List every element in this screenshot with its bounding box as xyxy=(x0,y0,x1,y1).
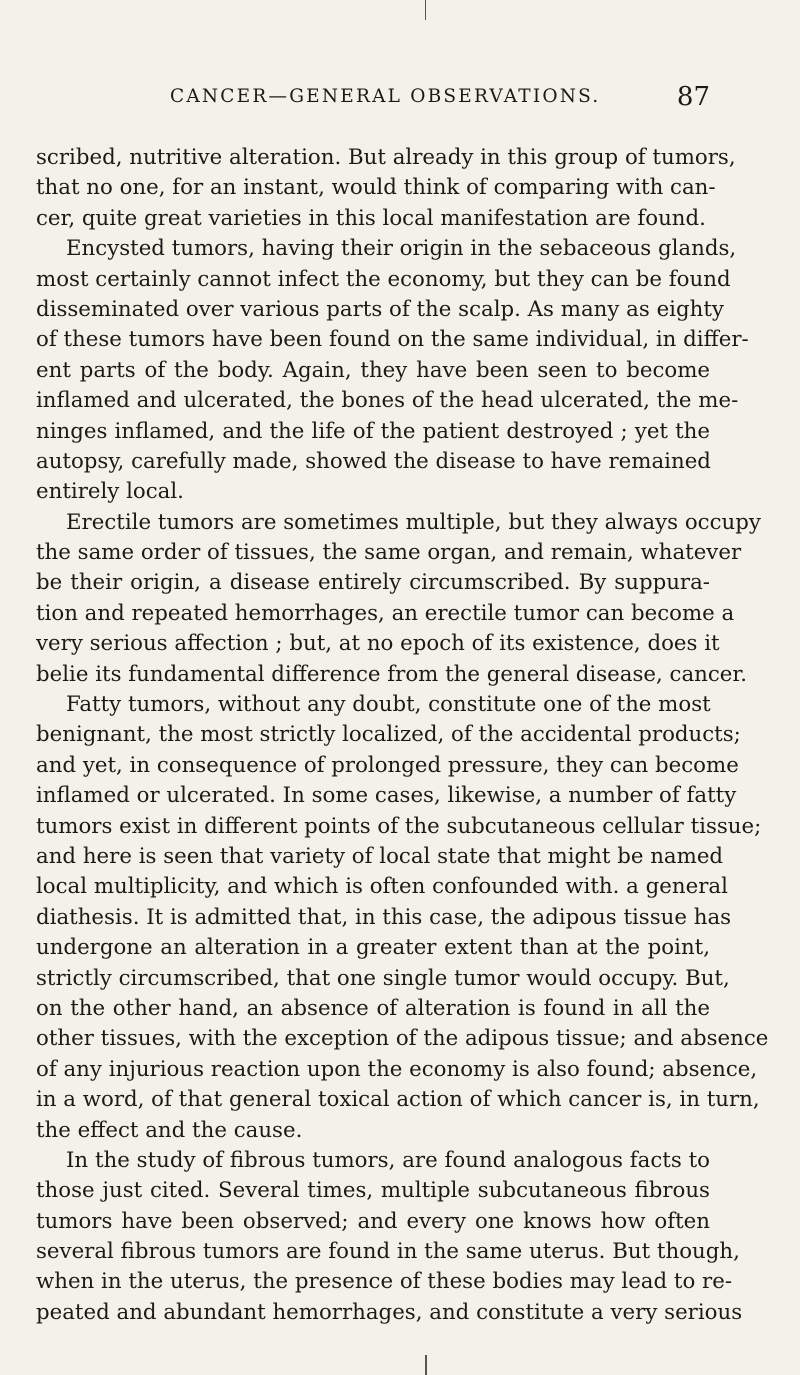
text-line: and here is seen that variety of local state that might be named xyxy=(36,843,724,869)
text-line: of these tumors have been found on the same individual, in differ- xyxy=(36,327,749,353)
scan-edge-mark-top xyxy=(425,0,426,20)
text-line: several fibrous tumors are found in the same uterus. But though, xyxy=(36,1239,740,1265)
text-line: the effect and the cause. xyxy=(36,1117,303,1143)
text-line: other tissues, with the exception of the adipous tissue; and absence xyxy=(36,1026,769,1052)
text-line: Encysted tumors, having their origin in the sebaceous glands, xyxy=(66,236,737,262)
text-line: inflamed or ulcerated. In some cases, likewise, a number of fatty xyxy=(36,783,737,809)
text-line: In the study of fibrous tumors, are found analogous facts to xyxy=(66,1147,710,1173)
text-line: cer, quite great varieties in this local manifestation are found. xyxy=(36,205,706,231)
text-line: of any injurious reaction upon the economy is also found; absence, xyxy=(36,1056,758,1082)
text-line: inflamed and ulcerated, the bones of the head ulcerated, the me- xyxy=(36,388,739,414)
text-line: those just cited. Several times, multiple subcutaneous fibrous xyxy=(36,1178,710,1204)
text-line: entirely local. xyxy=(36,479,184,505)
text-line: benignant, the most strictly localized, of the accidental products; xyxy=(36,722,741,748)
text-line: autopsy, carefully made, showed the disease to have remained xyxy=(36,448,711,474)
page-number: 87 xyxy=(676,82,710,112)
running-title: CANCER—GENERAL OBSERVATIONS. xyxy=(170,86,601,107)
running-head xyxy=(160,82,710,114)
scan-edge-mark-bottom xyxy=(425,1355,427,1375)
text-line: and yet, in consequence of prolonged pressure, they can become xyxy=(36,752,739,778)
text-line: disseminated over various parts of the scalp. As many as eighty xyxy=(36,296,724,322)
text-line: be their origin, a disease entirely circumscribed. By suppura- xyxy=(36,570,710,596)
text-line: peated and abundant hemorrhages, and constitute a very serious xyxy=(36,1299,743,1325)
text-line: undergone an alteration in a greater extent than at the point, xyxy=(36,935,710,961)
text-line: very serious affection ; but, at no epoch of its existence, does it xyxy=(36,631,720,657)
text-line: belie its fundamental difference from the general disease, cancer. xyxy=(36,661,748,687)
text-line: on the other hand, an absence of alteration is found in all the xyxy=(36,995,710,1021)
text-line: strictly circumscribed, that one single tumor would occupy. But, xyxy=(36,965,730,991)
text-line: tumors have been observed; and every one knows how often xyxy=(36,1208,710,1234)
text-line: Fatty tumors, without any doubt, constitute one of the most xyxy=(66,692,711,718)
text-line: local multiplicity, and which is often confounded with. a general xyxy=(36,874,728,900)
text-line: Erectile tumors are sometimes multiple, but they always occupy xyxy=(66,509,761,535)
text-line: tumors exist in different points of the subcutaneous cellular tissue; xyxy=(36,813,762,839)
text-line: that no one, for an instant, would think of comparing with can- xyxy=(36,175,716,201)
text-line: diathesis. It is admitted that, in this case, the adipous tissue has xyxy=(36,904,732,930)
body-text xyxy=(36,143,769,1328)
text-line: the same order of tissues, the same organ, and remain, whatever xyxy=(36,540,742,566)
text-line: in a word, of that general toxical action of which cancer is, in turn, xyxy=(36,1087,760,1113)
text-line: ninges inflamed, and the life of the patient destroyed ; yet the xyxy=(36,418,710,444)
text-line: when in the uterus, the presence of these bodies may lead to re- xyxy=(36,1269,733,1295)
text-line: most certainly cannot infect the economy, but they can be found xyxy=(36,266,731,292)
text-line: tion and repeated hemorrhages, an erectile tumor can become a xyxy=(36,600,735,626)
text-line: scribed, nutritive alteration. But already in this group of tumors, xyxy=(36,145,736,170)
text-line: ent parts of the body. Again, they have been seen to become xyxy=(36,357,710,383)
